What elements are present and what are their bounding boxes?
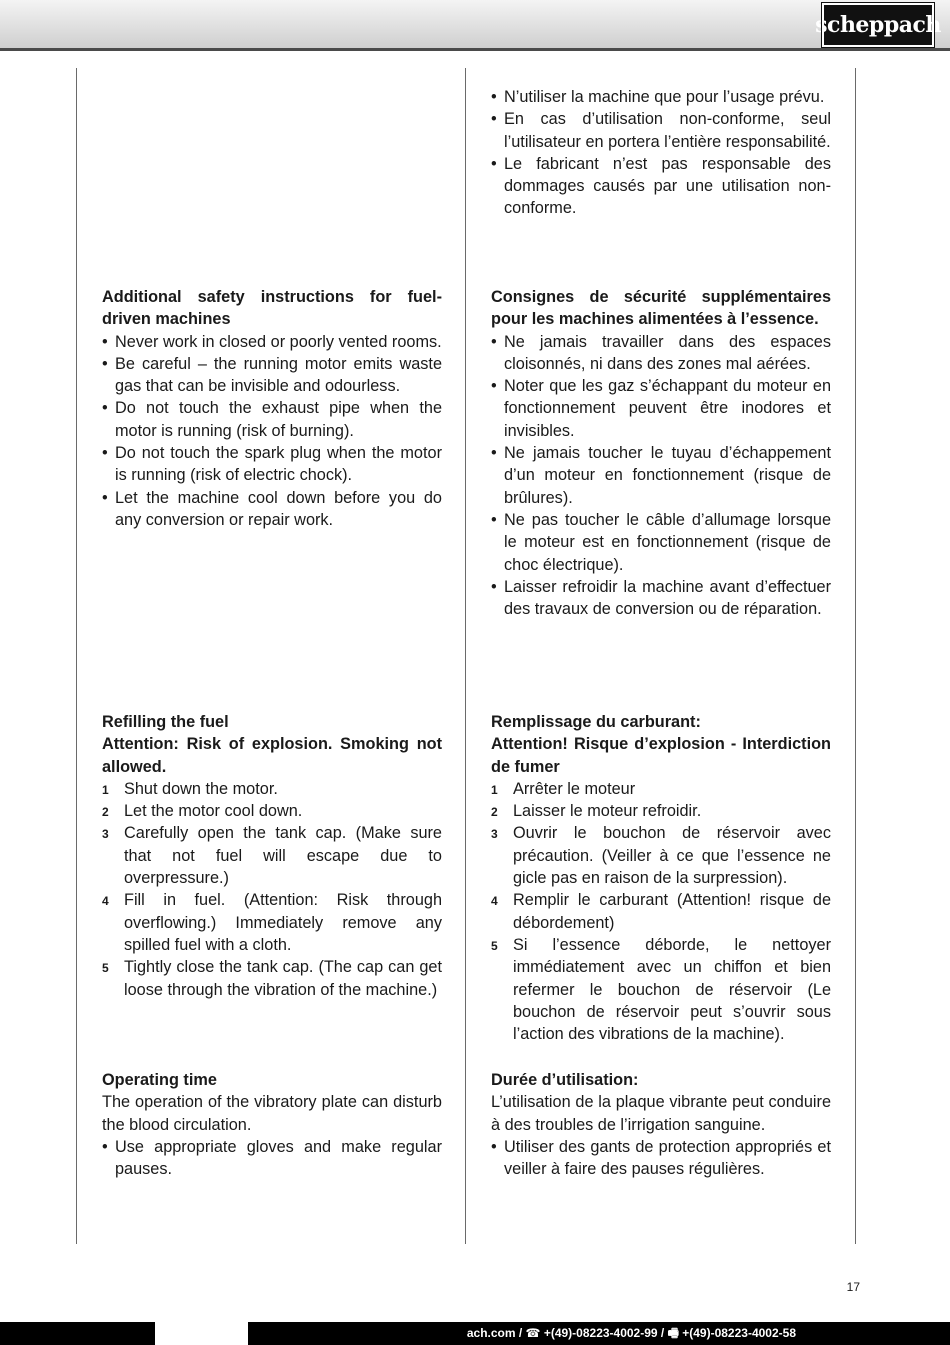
step-text: Let the motor cool down. [124, 802, 303, 821]
step-number: 4 [491, 894, 498, 909]
operating-time-list-fr [491, 1136, 831, 1181]
fuel-safety-list-fr [491, 331, 831, 621]
column-rule-left [76, 68, 77, 1244]
operating-time-section-fr [491, 1069, 831, 1180]
step-number: 2 [102, 805, 109, 820]
brand-logo: scheppach [822, 3, 934, 47]
usage-section-fr [491, 86, 831, 220]
step-number: 5 [102, 961, 109, 976]
list-item [102, 822, 442, 889]
list-item: • Never work in closed or poorly vented rooms. [102, 331, 442, 353]
fuel-safety-section-en [102, 286, 442, 531]
step-text: Arrêter le moteur [513, 779, 636, 798]
list-item: • Let the machine cool down before you do any conversion or repair work. [102, 487, 442, 532]
refill-warning-en: Attention: Risk of explosion. Smoking not allowed. [102, 735, 442, 776]
list-item: • Le fabricant n’est pas responsable des dommages causés par une utilisation non-conforme. [491, 153, 831, 220]
list-item: • Ne jamais travailler dans des espaces cloisonnés, ni dans des zones mal aérées. [491, 331, 831, 376]
step-text: Shut down the motor. [124, 779, 278, 798]
step-number: 1 [102, 782, 109, 797]
header-bar [0, 0, 950, 51]
step-text: Fill in fuel. (Attention: Risk through overflowing.) Immediately remove any spilled fuel with a cloth. [124, 891, 442, 954]
column-rule-right [855, 68, 856, 1244]
list-item [102, 800, 442, 822]
page-number: 17 [846, 1280, 860, 1294]
refill-warning-fr: Attention! Risque d’explosion - Interdiction de fumer [491, 735, 831, 776]
list-item: • Ne jamais toucher le tuyau d’échappement d’un moteur en fonctionnement (risque de brûlures). [491, 442, 831, 509]
footer-contact: ach.com / ☎ +(49)-08223-4002-99 / 🖷 +(49)-08223-4002-58 [466, 1326, 796, 1340]
list-item: • En cas d’utilisation non-conforme, seul l’utilisateur en portera l’entière responsabilité. [491, 108, 831, 153]
step-text: Remplir le carburant (Attention! risque de débordement) [513, 891, 831, 932]
step-text: Carefully open the tank cap. (Make sure that not fuel will escape due to overpressure.) [124, 824, 442, 888]
list-item: • Do not touch the exhaust pipe when the motor is running (risk of burning). [102, 397, 442, 442]
operating-time-text-fr: L’utilisation de la plaque vibrante peut conduire à des troubles de l’irrigation sanguine. [491, 1093, 831, 1134]
step-text: Tightly close the tank cap. (The cap can get loose through the vibration of the machine.) [124, 958, 442, 999]
list-item [102, 956, 442, 1001]
step-number: 1 [491, 782, 498, 797]
operating-time-text-en: The operation of the vibratory plate can disturb the blood circulation. [102, 1093, 442, 1134]
step-number: 3 [102, 827, 109, 842]
fuel-safety-heading-en: Additional safety instructions for fuel-driven machines [102, 288, 442, 329]
step-number: 4 [102, 894, 109, 909]
list-item [102, 889, 442, 956]
fuel-safety-section-fr [491, 286, 831, 620]
list-item [102, 778, 442, 800]
operating-time-list-en [102, 1136, 442, 1181]
refill-section-en [102, 711, 442, 1001]
list-item [491, 778, 831, 800]
step-text: Laisser le moteur refroidir. [513, 802, 702, 821]
refill-heading-en: Refilling the fuel [102, 713, 229, 731]
operating-time-heading-fr: Durée d’utilisation: [491, 1071, 639, 1089]
list-item [491, 822, 831, 889]
list-item: • Laisser refroidir la machine avant d’effectuer des travaux de conversion ou de réparation. [491, 576, 831, 621]
step-number: 5 [491, 938, 498, 953]
fuel-safety-heading-fr: Consignes de sécurité supplémentaires pour les machines alimentées à l’essence. [491, 288, 831, 329]
step-number: 3 [491, 827, 498, 842]
list-item: • N’utiliser la machine que pour l’usage prévu. [491, 86, 831, 108]
list-item [491, 889, 831, 934]
refill-steps-fr [491, 778, 831, 1046]
step-text: Si l’essence déborde, le nettoyer immédiatement avec un chiffon et bien refermer le bouchon de réservoir (Le bouchon de réservoir peut s’ouvrir sous l’action des vibrations de la machine). [513, 935, 831, 1044]
step-text: Ouvrir le bouchon de réservoir avec précaution. (Veiller à ce que l’essence ne gicle pas en raison de la surpression). [513, 824, 831, 888]
fuel-safety-list-en [102, 331, 442, 532]
list-item: • Do not touch the spark plug when the motor is running (risk of electric chock). [102, 442, 442, 487]
step-number: 2 [491, 805, 498, 820]
list-item [491, 800, 831, 822]
usage-list-fr [491, 86, 831, 220]
refill-steps-en [102, 778, 442, 1001]
refill-section-fr [491, 711, 831, 1045]
list-item: • Ne pas toucher le câble d’allumage lorsque le moteur est en fonctionnement (risque de choc électrique). [491, 509, 831, 576]
list-item: • Noter que les gaz s’échappant du moteur en fonctionnement peuvent être inodores et invisibles. [491, 375, 831, 442]
list-item: • Use appropriate gloves and make regular pauses. [102, 1136, 442, 1181]
refill-heading-fr: Remplissage du carburant: [491, 713, 701, 731]
list-item: • Be careful – the running motor emits waste gas that can be invisible and odourless. [102, 353, 442, 398]
column-rule-center [465, 68, 466, 1244]
operating-time-heading-en: Operating time [102, 1071, 217, 1089]
operating-time-section-en [102, 1069, 442, 1180]
list-item: • Utiliser des gants de protection appropriés et veiller à faire des pauses régulières. [491, 1136, 831, 1181]
list-item [491, 934, 831, 1045]
footer-white-block [155, 1322, 248, 1345]
